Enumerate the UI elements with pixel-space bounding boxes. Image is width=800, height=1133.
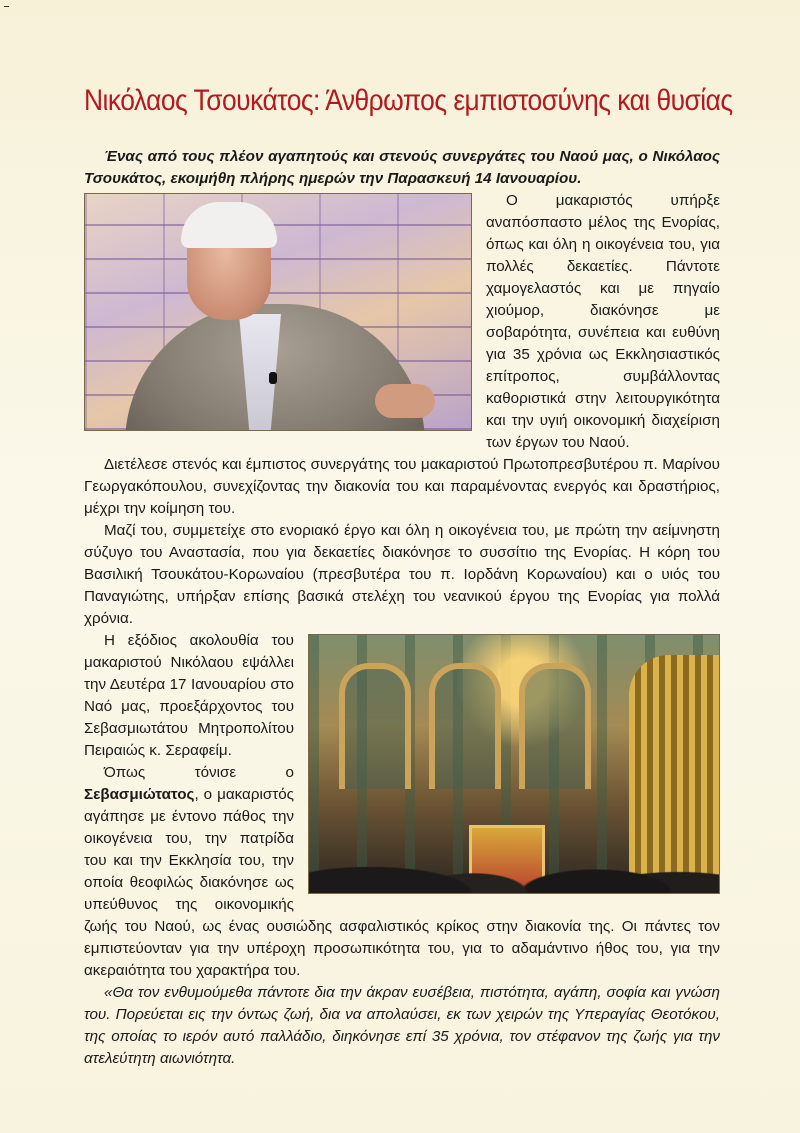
church-arch xyxy=(519,663,591,789)
article-title: Νικόλαος Τσουκάτος: Άνθρωπος εμπιστοσύνης και θυσίας xyxy=(84,84,733,117)
crop-mark xyxy=(4,6,9,7)
quote-paragraph: «Θα τον ενθυμούμεθα πάντοτε δια την άκραν ευσέβεια, πιστότητα, αγάπη, σοφία και γνώση του. Πορεύεται εις την όντως ζωή, δια να απολαύσει, εκ των χειρών της Υπεραγίας Θεοτόκου, της οποίας το ιερόν αυτό παλλάδιο, διηκόνησε επί 35 χρόνια, τον στέφανον της ζωής για την ατελεύτητη αιωνιότητα. xyxy=(84,984,720,1067)
paragraph-2: Διετέλεσε στενός και έμπιστος συνεργάτης του μακαριστού Πρωτοπρεσβυτέρου π. Μαρίνου Γεωργακόπουλου, συνεχίζοντας την διακονία του και παραμένοντας ενεργός και δραστήριος, μέχρι την κοίμηση του. xyxy=(84,456,720,517)
paragraph-5: Όπως τόνισε ο Σεβασμιώτατος, ο μακαριστός αγάπησε με έντονο πάθος την οικογένεια του, την πατρίδα του και την Εκκλησία του, την οποία θεοφιλώς διακόνησε ως υπεύθυνος της οικονομικής ζωής του Ναού, ως ένας ουσιώδης ασφαλιστικός κρίκος στην διακονία της. Οι πάντες τον εμπιστεύονταν για την υπέροχη προσωπικότητα του, για το αδαμάντινο ήθος του, για την ακεραιότητα του χαρακτήρα του. xyxy=(84,764,720,979)
church-arch xyxy=(429,663,501,789)
microphone-icon xyxy=(269,372,277,384)
portrait-photo xyxy=(84,193,472,431)
paragraph-4: Η εξόδιος ακολουθία του μακαριστού Νικόλαου εψάλλει την Δευτέρα 17 Ιανουαρίου στο Ναό μας, προεξάρχοντος του Σεβασμιωτάτου Μητροπολίτου Πειραιώς κ. Σεραφείμ. xyxy=(84,630,720,762)
church-interior-photo xyxy=(308,634,720,894)
paragraph-3: Μαζί του, συμμετείχε στο ενοριακό έργο και όλη η οικογένεια του, με πρώτη την αείμνηστη σύζυγο του Αναστασία, που για δεκαετίες διακόνησε το συσσίτιο της Ενορίας. Η κόρη του Βασιλική Τσουκάτου-Κορωναίου (πρεσβυτέρα του π. Ιορδάνη Κορωναίου) και ο υιός του Παναγιώτης, υπήρξαν επίσης βασικά στελέχη του νεανικού έργου της Ενορίας για πολλά χρόνια. xyxy=(84,522,720,627)
paragraph-1: Ο μακαριστός υπήρξε αναπόσπαστο μέλος της Ενορίας, όπως και όλη η οικογένεια του, για πολλές δεκαετίες. Πάντοτε χαμογελαστός και με πηγαίο χιούμορ, διακόνησε με σοβαρότητα, συνέπεια και ευθύνη για 35 χρόνια ως Εκκλησιαστικός επίτροπος, συμβάλλοντας καθοριστικά στην λειτουργικότητα και την υγιή οικονομική διαχείριση των έργων του Ναού. xyxy=(84,190,720,454)
congregation xyxy=(309,803,719,893)
church-arch xyxy=(339,663,411,789)
article-lead: Ένας από τους πλέον αγαπητούς και στενούς συνεργάτες του Ναού μας, ο Νικόλαος Τσουκάτος, εκοιμήθη πλήρης ημερών την Παρασκευή 14 Ιανουαρίου. xyxy=(84,148,720,187)
man-hand xyxy=(375,384,435,418)
article-body xyxy=(84,146,720,1070)
